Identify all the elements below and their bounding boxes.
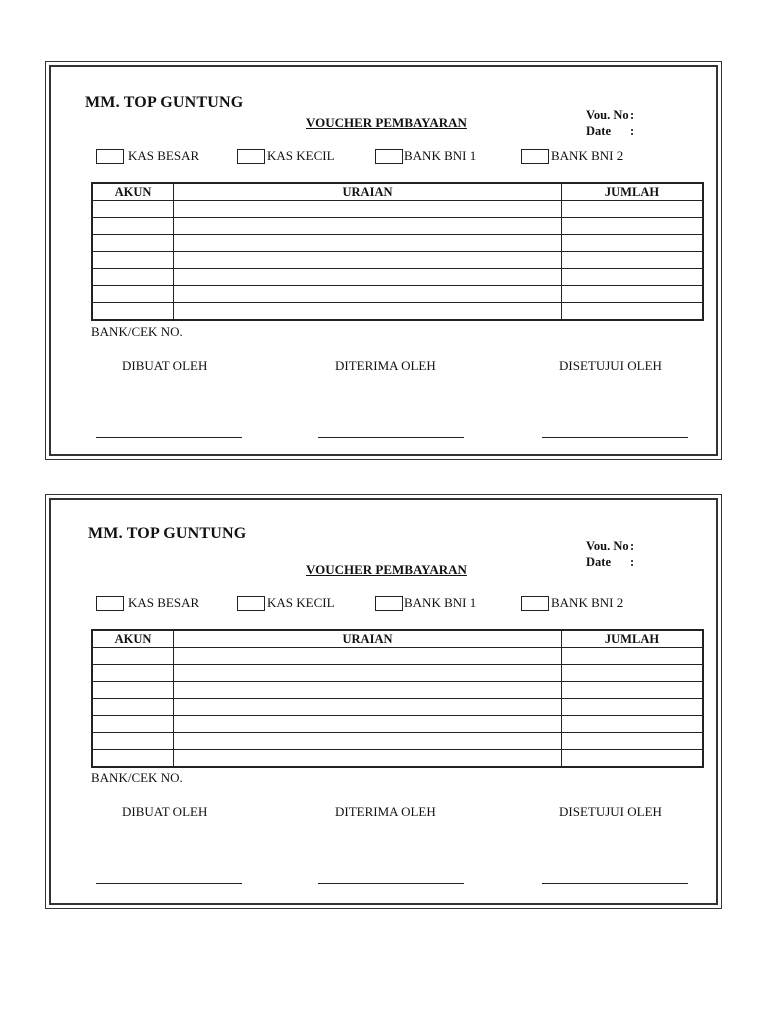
uraian-cell[interactable] — [174, 648, 562, 665]
bank-bni-2-checkbox[interactable] — [521, 596, 549, 611]
voucher-title: VOUCHER PEMBAYARAN — [306, 115, 467, 130]
option-bank-bni-1[interactable] — [375, 148, 476, 164]
date-label: Date — [586, 124, 611, 138]
table-row — [92, 665, 703, 682]
table-row — [92, 269, 703, 286]
uraian-cell[interactable] — [174, 252, 562, 269]
kas-kecil-checkbox[interactable] — [237, 149, 265, 164]
table-row — [92, 252, 703, 269]
diterima-oleh-label: DITERIMA OLEH — [335, 804, 436, 819]
dibuat-oleh-label: DIBUAT OLEH — [122, 358, 208, 373]
bank-bni-2-label: BANK BNI 2 — [551, 148, 624, 163]
jumlah-cell[interactable] — [562, 699, 704, 716]
jumlah-cell[interactable] — [562, 716, 704, 733]
company-name: MM. TOP GUNTUNG — [88, 525, 247, 542]
bank-bni-1-label: BANK BNI 1 — [404, 595, 477, 610]
table-header-row — [92, 630, 703, 648]
bank-cek-label: BANK/CEK NO. — [91, 770, 183, 785]
voucher-form-2 — [45, 494, 722, 909]
kas-besar-checkbox[interactable] — [96, 596, 124, 611]
table-row — [92, 201, 703, 218]
voucher-form-1 — [45, 61, 722, 460]
voucher-meta — [586, 107, 634, 139]
akun-cell[interactable] — [92, 303, 174, 321]
option-kas-kecil[interactable] — [237, 148, 335, 164]
uraian-cell[interactable] — [174, 303, 562, 321]
bank-cek-label: BANK/CEK NO. — [91, 324, 183, 339]
akun-cell[interactable] — [92, 716, 174, 733]
disetujui-signature-line[interactable] — [542, 883, 688, 884]
akun-cell[interactable] — [92, 269, 174, 286]
kas-besar-label: KAS BESAR — [128, 148, 200, 163]
uraian-header: URAIAN — [174, 630, 562, 648]
option-kas-besar[interactable] — [96, 148, 199, 164]
voucher-meta — [586, 538, 634, 570]
kas-kecil-label: KAS KECIL — [267, 148, 335, 163]
uraian-cell[interactable] — [174, 750, 562, 768]
jumlah-cell[interactable] — [562, 235, 704, 252]
bank-bni-2-checkbox[interactable] — [521, 149, 549, 164]
uraian-cell[interactable] — [174, 269, 562, 286]
bank-bni-1-checkbox[interactable] — [375, 596, 403, 611]
table-row — [92, 235, 703, 252]
voucher-title: VOUCHER PEMBAYARAN — [306, 562, 467, 577]
date-colon: : — [630, 124, 635, 138]
uraian-cell[interactable] — [174, 286, 562, 303]
bank-bni-1-checkbox[interactable] — [375, 149, 403, 164]
jumlah-cell[interactable] — [562, 682, 704, 699]
option-kas-kecil[interactable] — [237, 595, 335, 611]
akun-cell[interactable] — [92, 235, 174, 252]
disetujui-signature-line[interactable] — [542, 437, 688, 438]
jumlah-cell[interactable] — [562, 286, 704, 303]
jumlah-header: JUMLAH — [562, 183, 704, 201]
akun-cell[interactable] — [92, 750, 174, 768]
table-row — [92, 733, 703, 750]
kas-kecil-label: KAS KECIL — [267, 595, 335, 610]
vou-no-label: Vou. No — [586, 539, 629, 553]
table-row — [92, 716, 703, 733]
diterima-signature-line[interactable] — [318, 883, 464, 884]
date-colon: : — [630, 555, 635, 569]
jumlah-cell[interactable] — [562, 665, 704, 682]
uraian-cell[interactable] — [174, 201, 562, 218]
akun-header: AKUN — [92, 630, 174, 648]
table-body — [92, 201, 703, 321]
jumlah-cell[interactable] — [562, 218, 704, 235]
date-label: Date — [586, 555, 611, 569]
company-name: MM. TOP GUNTUNG — [85, 94, 244, 111]
option-kas-besar[interactable] — [96, 595, 199, 611]
akun-cell[interactable] — [92, 733, 174, 750]
dibuat-signature-line[interactable] — [96, 883, 242, 884]
kas-besar-label: KAS BESAR — [128, 595, 200, 610]
jumlah-header: JUMLAH — [562, 630, 704, 648]
uraian-cell[interactable] — [174, 235, 562, 252]
table-row — [92, 648, 703, 665]
uraian-cell[interactable] — [174, 682, 562, 699]
bank-bni-2-label: BANK BNI 2 — [551, 595, 624, 610]
bank-bni-1-label: BANK BNI 1 — [404, 148, 477, 163]
akun-cell[interactable] — [92, 286, 174, 303]
vou-no-colon: : — [630, 108, 635, 122]
date-row — [586, 123, 634, 139]
uraian-cell[interactable] — [174, 733, 562, 750]
table-row — [92, 699, 703, 716]
akun-cell[interactable] — [92, 682, 174, 699]
uraian-cell[interactable] — [174, 716, 562, 733]
voucher-table — [91, 182, 704, 321]
disetujui-oleh-label: DISETUJUI OLEH — [559, 804, 662, 819]
akun-header: AKUN — [92, 183, 174, 201]
akun-cell[interactable] — [92, 252, 174, 269]
vou-no-row — [586, 107, 634, 123]
akun-cell[interactable] — [92, 665, 174, 682]
dibuat-oleh-label: DIBUAT OLEH — [122, 804, 208, 819]
akun-cell[interactable] — [92, 201, 174, 218]
akun-cell[interactable] — [92, 648, 174, 665]
vou-no-label: Vou. No — [586, 108, 629, 122]
option-bank-bni-2[interactable] — [521, 148, 623, 164]
jumlah-cell[interactable] — [562, 733, 704, 750]
jumlah-cell[interactable] — [562, 252, 704, 269]
table-row — [92, 682, 703, 699]
akun-cell[interactable] — [92, 218, 174, 235]
option-bank-bni-2[interactable] — [521, 595, 623, 611]
kas-kecil-checkbox[interactable] — [237, 596, 265, 611]
table-row — [92, 286, 703, 303]
uraian-cell[interactable] — [174, 699, 562, 716]
table-header-row — [92, 183, 703, 201]
uraian-cell[interactable] — [174, 218, 562, 235]
kas-besar-checkbox[interactable] — [96, 149, 124, 164]
disetujui-oleh-label: DISETUJUI OLEH — [559, 358, 662, 373]
vou-no-row — [586, 538, 634, 554]
jumlah-cell[interactable] — [562, 750, 704, 768]
jumlah-cell[interactable] — [562, 201, 704, 218]
option-bank-bni-1[interactable] — [375, 595, 476, 611]
table-body — [92, 648, 703, 768]
table-row — [92, 303, 703, 321]
table-row — [92, 218, 703, 235]
uraian-cell[interactable] — [174, 665, 562, 682]
uraian-header: URAIAN — [174, 183, 562, 201]
diterima-oleh-label: DITERIMA OLEH — [335, 358, 436, 373]
jumlah-cell[interactable] — [562, 648, 704, 665]
akun-cell[interactable] — [92, 699, 174, 716]
voucher-table — [91, 629, 704, 768]
jumlah-cell[interactable] — [562, 303, 704, 321]
diterima-signature-line[interactable] — [318, 437, 464, 438]
jumlah-cell[interactable] — [562, 269, 704, 286]
dibuat-signature-line[interactable] — [96, 437, 242, 438]
date-row — [586, 554, 634, 570]
table-row — [92, 750, 703, 768]
vou-no-colon: : — [630, 539, 635, 553]
